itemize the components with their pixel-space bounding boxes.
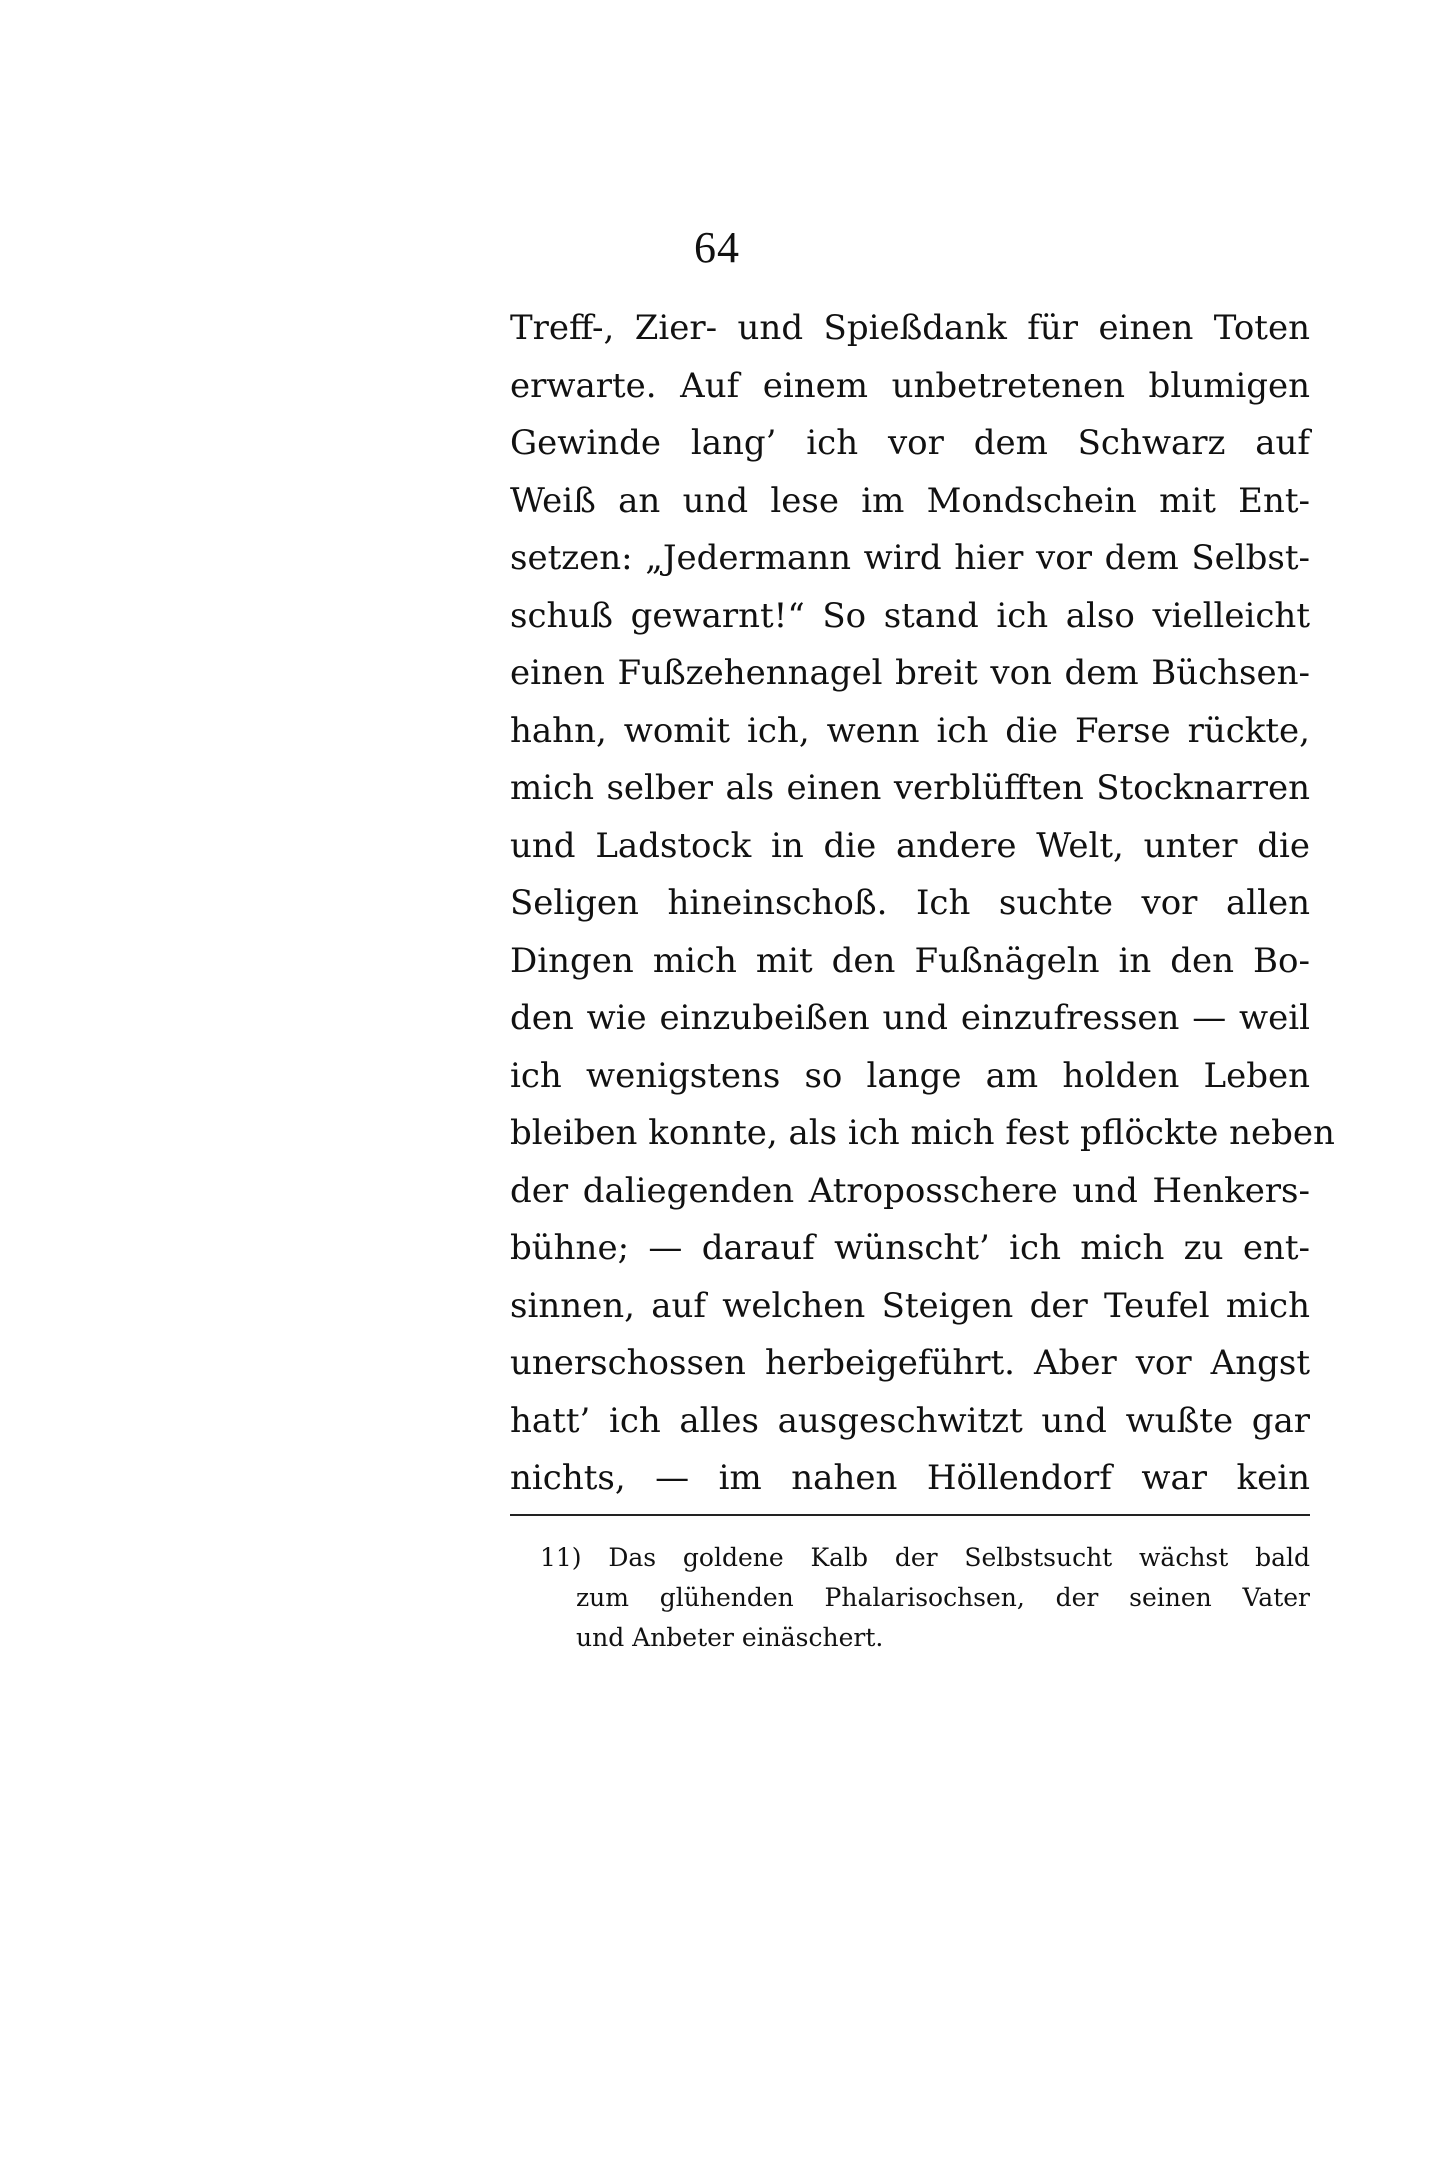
page-number: 64 xyxy=(694,223,740,272)
text-line: bühne; — darauf wünscht’ ich mich zu ent- xyxy=(510,1228,1310,1268)
text-line: Weiß an und lese im Mondschein mit Ent- xyxy=(510,480,1310,521)
text-line: schuß gewarnt!“ So stand ich also vielleicht xyxy=(510,595,1310,636)
text-line: Treff-, Zier- und Spießdank für einen Toten xyxy=(510,308,1310,348)
text-line: sinnen, auf welchen Steigen der Teufel mich xyxy=(510,1285,1310,1326)
footnote xyxy=(540,1538,1310,1658)
text-line: Gewinde lang’ ich vor dem Schwarz auf xyxy=(510,423,1310,463)
footnote-line: und Anbeter einäschert. xyxy=(576,1623,884,1652)
text-line: einen Fußzehennagel breit von dem Büchsen- xyxy=(510,653,1310,693)
text-line: den wie einzubeißen und einzufressen — weil xyxy=(510,998,1310,1038)
text-line: und Ladstock in die andere Welt, unter die xyxy=(510,825,1310,866)
text-line: hahn, womit ich, wenn ich die Ferse rückte, xyxy=(510,710,1310,751)
text-line: Dingen mich mit den Fußnägeln in den Bo- xyxy=(510,940,1310,981)
body-text xyxy=(510,300,1335,1508)
text-line: hatt’ ich alles ausgeschwitzt und wußte gar xyxy=(510,1400,1310,1441)
text-line: der daliegenden Atroposschere und Henkers- xyxy=(510,1170,1310,1211)
text-line: unerschossen herbeigeführt. Aber vor Angst xyxy=(510,1343,1310,1383)
footnote-divider xyxy=(510,1514,1310,1516)
text-line: ich wenigstens so lange am holden Leben xyxy=(510,1055,1310,1096)
footnote-line: zum glühenden Phalarisochsen, der seinen Vater xyxy=(576,1583,1310,1612)
text-line: nichts, — im nahen Höllendorf war kein xyxy=(510,1458,1310,1498)
text-line: bleiben konnte, als ich mich fest pflöckte neben xyxy=(510,1113,1335,1153)
text-line: erwarte. Auf einem unbetretenen blumigen xyxy=(510,365,1310,406)
text-line: Seligen hineinschoß. Ich suchte vor allen xyxy=(510,883,1310,923)
text-line: mich selber als einen verblüfften Stocknarren xyxy=(510,768,1310,808)
text-line: setzen: „Jedermann wird hier vor dem Selbst- xyxy=(510,538,1310,578)
footnote-line: 11) Das goldene Kalb der Selbstsucht wächst bald xyxy=(540,1543,1310,1572)
